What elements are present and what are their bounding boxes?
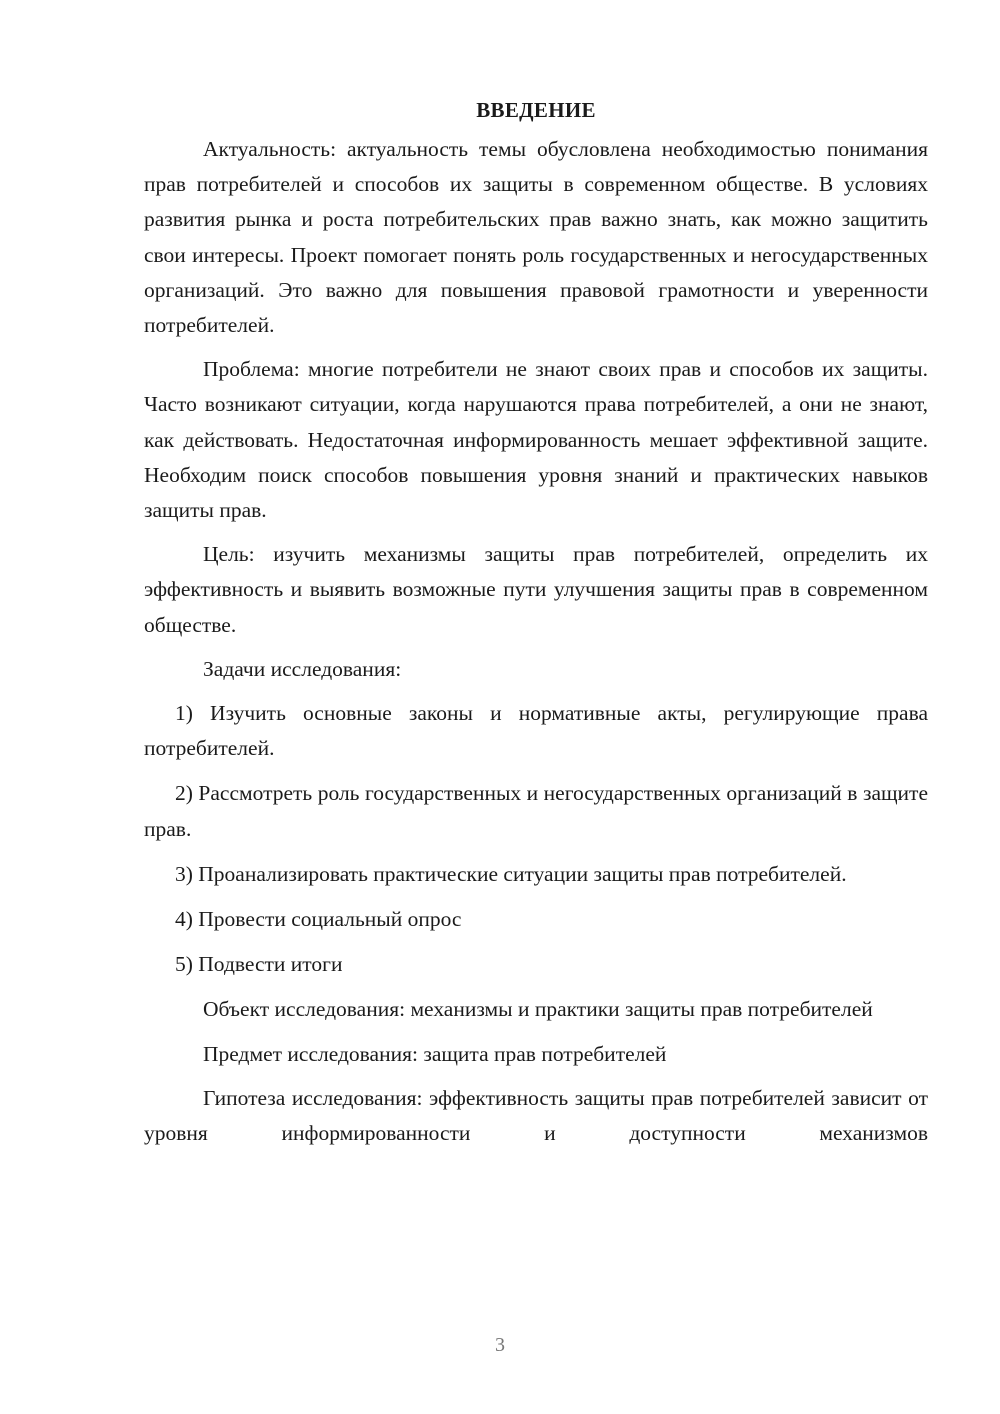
task-item-1: 1) Изучить основные законы и нормативные акты, регулирующие права потребителей. bbox=[144, 701, 928, 761]
paragraph-goal: Цель: изучить механизмы защиты прав потребителей, определить их эффективность и выявить возможные пути улучшения защиты прав в современном обществе. bbox=[144, 542, 928, 637]
document-page bbox=[144, 92, 928, 1160]
tasks-heading: Задачи исследования: bbox=[203, 656, 402, 681]
task-item-5: 5) Подвести итоги bbox=[175, 952, 343, 977]
paragraph-object: Объект исследования: механизмы и практики защиты прав потребителей bbox=[203, 997, 873, 1022]
page-number: 3 bbox=[495, 1334, 505, 1356]
task-item-2: 2) Рассмотреть роль государственных и негосударственных организаций в защите прав. bbox=[144, 781, 928, 841]
task-item-4: 4) Провести социальный опрос bbox=[175, 907, 462, 932]
paragraph-subject: Предмет исследования: защита прав потребителей bbox=[203, 1041, 667, 1066]
paragraph-problem: Проблема: многие потребители не знают своих прав и способов их защиты. Часто возникают ситуации, когда нарушаются права потребителей, а они не знают, как действовать. Недостаточная информированность мешает эффективной защите. Необходим поиск способов повышения уровня знаний и практических навыков защиты прав. bbox=[144, 357, 928, 523]
section-title: ВВЕДЕНИЕ bbox=[476, 98, 596, 122]
task-item-3: 3) Проанализировать практические ситуации защиты прав потребителей. bbox=[175, 861, 847, 886]
paragraph-relevance: Актуальность: актуальность темы обусловлена необходимостью понимания прав потребителей и способов их защиты в современном обществе. В условиях развития рынка и роста потребительских прав важно знать, как можно защитить свои интересы. Проект помогает понять роль государственных и негосударственных организаций. Это важно для повышения правовой грамотности и уверенности потребителей. bbox=[144, 137, 928, 338]
paragraph-hypothesis: Гипотеза исследования: эффективность защиты прав потребителей зависит от уровня информированности и доступности механизмов bbox=[144, 1085, 928, 1146]
